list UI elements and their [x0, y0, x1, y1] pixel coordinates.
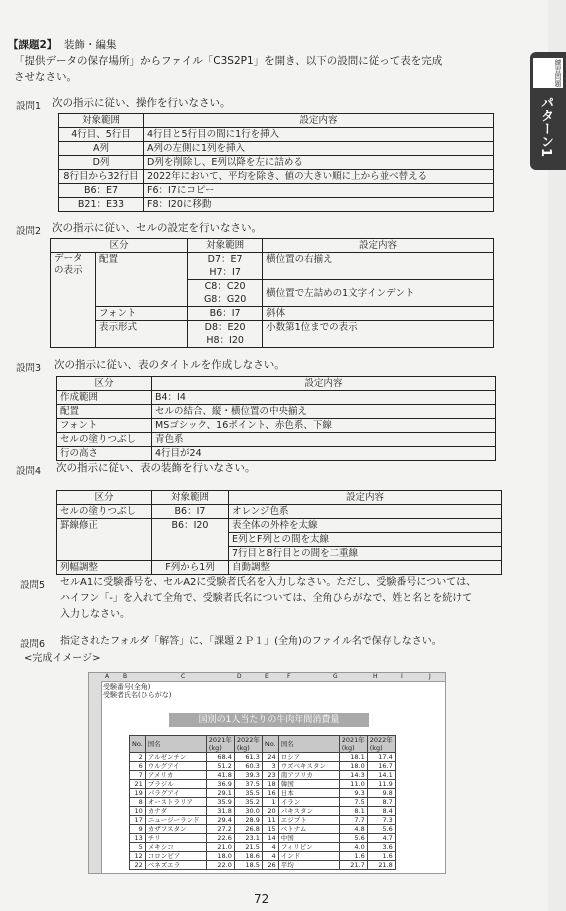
sheet-cell: 14.3: [339, 771, 367, 780]
sheet-cell: 35.9: [206, 798, 234, 807]
q4-table: [56, 490, 502, 575]
cell-a1: 受験番号(全角): [103, 683, 151, 691]
sheet-cell: 5.6: [367, 825, 395, 834]
sheet-cell: 8.4: [367, 807, 395, 816]
sheet-cell: ブラジル: [145, 780, 206, 789]
q5-line1: セルA1に受験番号を、セルA2に受験者氏名を入力しなさい。ただし、受験番号については、: [60, 577, 477, 588]
q2-s0: 横位置の右揃え: [263, 253, 494, 280]
sheet-cell: 29.1: [206, 789, 234, 798]
task-label: 【課題2】: [8, 39, 58, 51]
sheet-cell: 3: [262, 762, 278, 771]
sheet-cell: 22.0: [206, 861, 234, 870]
sheet-cell: 南アフリカ: [278, 771, 339, 780]
q4-fill-c0: セルの塗りつぶし: [57, 505, 152, 519]
q1-r3c1: 2022年において、平均を除き、値の大きい順に上から並べ替える: [144, 170, 494, 184]
sheet-cell: 11.0: [339, 780, 367, 789]
sheet-cell: 13: [130, 834, 146, 843]
sheet-cell: ニュージーランド: [145, 816, 206, 825]
q3-r4c0: 行の高さ: [57, 447, 152, 461]
sheet-row: [130, 825, 396, 834]
sheet-cell: 4: [262, 843, 278, 852]
task-title: 装飾・編集: [64, 39, 117, 51]
sheet-cell: 12: [130, 852, 146, 861]
side-tab-small: 練習問題: [533, 58, 563, 88]
sheet-header-row: [130, 736, 396, 753]
sheet-cell: 21.5: [234, 843, 262, 852]
sheet-cell: 21: [130, 780, 146, 789]
sheet-cell: 2: [130, 753, 146, 762]
sheet-cell: コロンビア: [145, 852, 206, 861]
q1-r1c1: A列の左側に1列を挿入: [144, 142, 494, 156]
sheet-row: [130, 816, 396, 825]
q2-range-a: [188, 253, 263, 280]
sheet-cell: インド: [278, 852, 339, 861]
sheet-cell: 4: [262, 852, 278, 861]
sheet-header-cell: 国名: [145, 736, 206, 753]
intro-line2: させなさい。: [14, 71, 77, 83]
q4-fill-c1: B6：I7: [152, 505, 229, 519]
q5-line3: 入力しなさい。: [60, 609, 130, 620]
sheet-cell: 37.5: [234, 780, 262, 789]
q2-r2: C8：C20: [204, 281, 246, 292]
sheet-cell: ロシア: [278, 753, 339, 762]
sheet-header-year: 2021年: [208, 736, 232, 744]
sheet-cell: メキシコ: [145, 843, 206, 852]
sheet-cell: ベトナム: [278, 825, 339, 834]
sheet-cell: 35.2: [234, 798, 262, 807]
sheet-cell: 18.0: [339, 762, 367, 771]
q4-width-c0: 列幅調整: [57, 561, 152, 575]
sheet-cell: 18: [262, 780, 278, 789]
q1-r1c0: A列: [59, 142, 144, 156]
sheet-cell: 61.3: [234, 753, 262, 762]
sheet-cell: フィリピン: [278, 843, 339, 852]
q2-sub-font: フォント: [96, 307, 188, 321]
q2-cat1a: データ: [54, 253, 83, 264]
sheet-row: [130, 852, 396, 861]
sheet-cell: イラン: [278, 798, 339, 807]
sheet-row: [130, 834, 396, 843]
sheet-cell: 17.4: [367, 753, 395, 762]
sheet-cell: 35.5: [234, 789, 262, 798]
intro-line1: 「提供データの保存場所」からファイル「C3S2P1」を開き、以下の設問に従って表を完成: [14, 55, 443, 67]
q2-r1: H7：I7: [209, 267, 241, 278]
q1-r2c0: D列: [59, 156, 144, 170]
q3-r0c0: 作成範囲: [57, 391, 152, 405]
col-b: B: [123, 673, 128, 680]
q3-r2c1: MSゴシック、16ポイント、赤色系、下線: [152, 419, 496, 433]
sheet-header-cell: No.: [262, 736, 278, 753]
sheet-header-cell: [367, 736, 395, 753]
sheet-row: [130, 807, 396, 816]
sheet-cell: パキスタン: [278, 807, 339, 816]
q2-label: 設問2: [16, 226, 42, 237]
sheet-header-unit: (kg): [341, 744, 355, 752]
sheet-cell: オーストラリア: [145, 798, 206, 807]
q2-h1: 対象範囲: [188, 239, 263, 253]
q4-text: 次の指示に従い、表の装飾を行いなさい。: [56, 462, 256, 474]
sheet-cell: 7.3: [367, 816, 395, 825]
col-e: E: [265, 673, 269, 680]
sheet-row: [130, 789, 396, 798]
sheet-cell: アメリカ: [145, 771, 206, 780]
sheet-cell: 24: [262, 753, 278, 762]
q2-s1: 横位置で左詰めの1文字インデント: [263, 280, 494, 307]
sheet-cell: 18.5: [234, 861, 262, 870]
sheet-header-unit: (kg): [236, 744, 250, 752]
sheet-cell: 8: [130, 798, 146, 807]
q3-r4c1: 4行目が24: [152, 447, 496, 461]
sheet-cell: 26.8: [234, 825, 262, 834]
sheet-header-year: 2021年: [341, 736, 365, 744]
sheet-cell: 15: [262, 825, 278, 834]
q6-text: 指定されたフォルダ「解答」に、「課題２Ｐ１」(全角)のファイル名で保存しなさい。: [60, 636, 442, 647]
page-number: 72: [254, 892, 270, 906]
sheet-cell: 8.7: [367, 798, 395, 807]
q4-fill-c2: オレンジ色系: [229, 505, 502, 519]
sheet-table: [129, 735, 396, 870]
q2-text: 次の指示に従い、セルの設定を行いなさい。: [52, 222, 262, 234]
q3-r3c1: 青色系: [152, 433, 496, 447]
q3-text: 次の指示に従い、表のタイトルを作成しなさい。: [54, 359, 285, 371]
q4-border-s1: E列とF列との間を太線: [229, 533, 502, 547]
sheet-header-cell: No.: [130, 736, 146, 753]
sheet-cell: パラグアイ: [145, 789, 206, 798]
q4-border-s2: 7行目と8行目との間を二重線: [229, 547, 502, 561]
sheet-header-cell: [206, 736, 234, 753]
sheet-cell: 11.9: [367, 780, 395, 789]
q2-r6: H8：I20: [206, 335, 244, 346]
sheet-cell: 21.8: [367, 861, 395, 870]
sheet-cell: 16.7: [367, 762, 395, 771]
sheet-cell: 5.6: [339, 834, 367, 843]
col-g: G: [333, 673, 338, 680]
q5-line2: ハイフン「-」を入れて全角で、受験者氏名については、全角ひらがなで、姓と名とを続けて: [60, 593, 473, 604]
q1-r2c1: D列を削除し、E列以降を左に詰める: [144, 156, 494, 170]
sheet-cell: 18.1: [339, 753, 367, 762]
q1-r0c1: 4行目と5行目の間に1行を挿入: [144, 128, 494, 142]
q4-border-cat: 罫線修正: [57, 519, 152, 561]
sheet-cell: 韓国: [278, 780, 339, 789]
sheet-title: 国別の1人当たりの牛肉年間消費量: [169, 713, 369, 727]
q2-h0: 区分: [51, 239, 188, 253]
q4-h0: 区分: [57, 491, 152, 505]
q2-r3: G8：G20: [203, 294, 247, 305]
sheet-cell: 11: [262, 816, 278, 825]
sheet-cell: 68.4: [206, 753, 234, 762]
sheet-cell: 19: [130, 789, 146, 798]
q1-r4c1: F6：I7にコピー: [144, 184, 494, 198]
sheet-cell: 9.3: [339, 789, 367, 798]
q1-r3c0: 8行目から32行目: [59, 170, 144, 184]
q4-border-s0: 表全体の外枠を太線: [229, 519, 502, 533]
q2-range-c: [188, 321, 263, 348]
q2-h2: 設定内容: [263, 239, 494, 253]
sheet-cell: 14: [262, 834, 278, 843]
side-tab: [530, 52, 566, 170]
q2-s2: 斜体: [263, 307, 494, 321]
col-f: F: [287, 673, 291, 680]
sheet-cell: 10: [130, 807, 146, 816]
sheet-cell: 5: [130, 843, 146, 852]
sheet-cell: 3.6: [367, 843, 395, 852]
sheet-cell: 8.1: [339, 807, 367, 816]
q1-r0c0: 4行目、5行目: [59, 128, 144, 142]
sheet-cell: 4.8: [339, 825, 367, 834]
q1-table: [58, 113, 494, 212]
sheet-cell: 30.0: [234, 807, 262, 816]
sheet-cell: 4.0: [339, 843, 367, 852]
sheet-cell: 1: [262, 798, 278, 807]
sheet-cell: 27.2: [206, 825, 234, 834]
sheet-cell: 51.2: [206, 762, 234, 771]
sheet-cell: 14.1: [367, 771, 395, 780]
q1-r4c0: B6：E7: [59, 184, 144, 198]
q3-r3c0: セルの塗りつぶし: [57, 433, 152, 447]
sheet-cell: 36.9: [206, 780, 234, 789]
sheet-row: [130, 753, 396, 762]
sheet-header-cell: 国名: [278, 736, 339, 753]
sheet-cell: チリ: [145, 834, 206, 843]
q3-r1c1: セルの結合、縦・横位置の中央揃え: [152, 405, 496, 419]
sheet-row: [130, 780, 396, 789]
sheet-cell: 1.6: [367, 852, 395, 861]
sheet-cell: 9.8: [367, 789, 395, 798]
q1-h1: 設定内容: [144, 114, 494, 128]
q4-label: 設問4: [16, 466, 42, 477]
sheet-cell: 39.3: [234, 771, 262, 780]
sheet-cell: ウズベキスタン: [278, 762, 339, 771]
sheet-row: [130, 798, 396, 807]
q3-label: 設問3: [16, 363, 42, 374]
sheet-cell: 4.7: [367, 834, 395, 843]
side-tab-big: パターン1: [538, 96, 553, 158]
sheet-cell: 23.1: [234, 834, 262, 843]
q4-width-c1: F列から1列: [152, 561, 229, 575]
sheet-cell: 26: [262, 861, 278, 870]
sheet-cell: 22.6: [206, 834, 234, 843]
sheet-cell: 日本: [278, 789, 339, 798]
sheet-cell: 1.6: [339, 852, 367, 861]
q2-cat1b: の表示: [54, 265, 83, 276]
sheet-cell: 9: [130, 825, 146, 834]
column-header-bar: [89, 673, 445, 682]
sheet-cell: ベネズエラ: [145, 861, 206, 870]
sheet-cell: 22: [130, 861, 146, 870]
sheet-cell: 7: [130, 771, 146, 780]
completed-sheet-image: [88, 672, 446, 874]
q2-r0: D7：E7: [207, 254, 243, 265]
col-i: I: [401, 673, 403, 680]
q3-r0c1: B4：I4: [152, 391, 496, 405]
q4-h2: 設定内容: [229, 491, 502, 505]
sheet-cell: 23: [262, 771, 278, 780]
sheet-row: [130, 771, 396, 780]
cell-a2: 受験者氏名(ひらがな): [103, 691, 172, 699]
sheet-cell: アルゼンチン: [145, 753, 206, 762]
sheet-cell: 20: [262, 807, 278, 816]
sheet-cell: 29.4: [206, 816, 234, 825]
q2-s3: 小数第1位までの表示: [263, 321, 494, 348]
q6-label: 設問6: [20, 639, 46, 650]
q1-label: 設問1: [16, 101, 42, 112]
sheet-cell: 31.8: [206, 807, 234, 816]
sheet-cell: 21.7: [339, 861, 367, 870]
col-a: A: [105, 673, 110, 680]
image-caption: <完成イメージ>: [24, 653, 101, 664]
q3-h0: 区分: [57, 377, 152, 391]
q1-r5c0: B21：E33: [59, 198, 144, 212]
sheet-cell: 中国: [278, 834, 339, 843]
sheet-cell: 21.0: [206, 843, 234, 852]
q3-h1: 設定内容: [152, 377, 496, 391]
q2-sub-format: 表示形式: [96, 321, 188, 348]
col-j: J: [429, 673, 431, 680]
sheet-cell: 7.7: [339, 816, 367, 825]
sheet-header-year: 2022年: [369, 736, 393, 744]
sheet-cell: カザフスタン: [145, 825, 206, 834]
sheet-header-year: 2022年: [236, 736, 260, 744]
sheet-cell: 7.5: [339, 798, 367, 807]
q2-range-b: [188, 280, 263, 307]
sheet-row: [130, 762, 396, 771]
q1-h0: 対象範囲: [59, 114, 144, 128]
q2-table: [50, 238, 494, 348]
q4-h1: 対象範囲: [152, 491, 229, 505]
sheet-cell: 18.0: [206, 852, 234, 861]
sheet-cell: 18.6: [234, 852, 262, 861]
q3-table: [56, 376, 496, 461]
col-c: C: [181, 673, 186, 680]
q1-r5c1: F8：I20に移動: [144, 198, 494, 212]
sheet-cell: 17: [130, 816, 146, 825]
sheet-header-unit: (kg): [369, 744, 383, 752]
q2-r5: D8：E20: [204, 322, 246, 333]
sheet-cell: ウルグアイ: [145, 762, 206, 771]
sheet-cell: エジプト: [278, 816, 339, 825]
sheet-row: [130, 843, 396, 852]
sheet-cell: 60.3: [234, 762, 262, 771]
sheet-cell: 6: [130, 762, 146, 771]
q2-cat1: [51, 253, 96, 348]
row-header-bar: [89, 681, 102, 873]
q3-r2c0: フォント: [57, 419, 152, 433]
sheet-cell: 41.8: [206, 771, 234, 780]
sheet-cell: カナダ: [145, 807, 206, 816]
sheet-cell: 16: [262, 789, 278, 798]
q1-text: 次の指示に従い、操作を行いなさい。: [52, 97, 231, 109]
sheet-cell: 平均: [278, 861, 339, 870]
col-d: D: [237, 673, 242, 680]
q4-width-c2: 自動調整: [229, 561, 502, 575]
q2-r4: B6：I7: [188, 307, 263, 321]
sheet-header-unit: (kg): [208, 744, 222, 752]
sheet-header-cell: [234, 736, 262, 753]
q2-sub-align: 配置: [96, 253, 188, 307]
q5-label: 設問5: [20, 580, 46, 591]
sheet-row: [130, 861, 396, 870]
q3-r1c0: 配置: [57, 405, 152, 419]
sheet-header-cell: [339, 736, 367, 753]
sheet-cell: 28.9: [234, 816, 262, 825]
q4-border-range: B6：I20: [152, 519, 229, 561]
col-h: H: [373, 673, 378, 680]
